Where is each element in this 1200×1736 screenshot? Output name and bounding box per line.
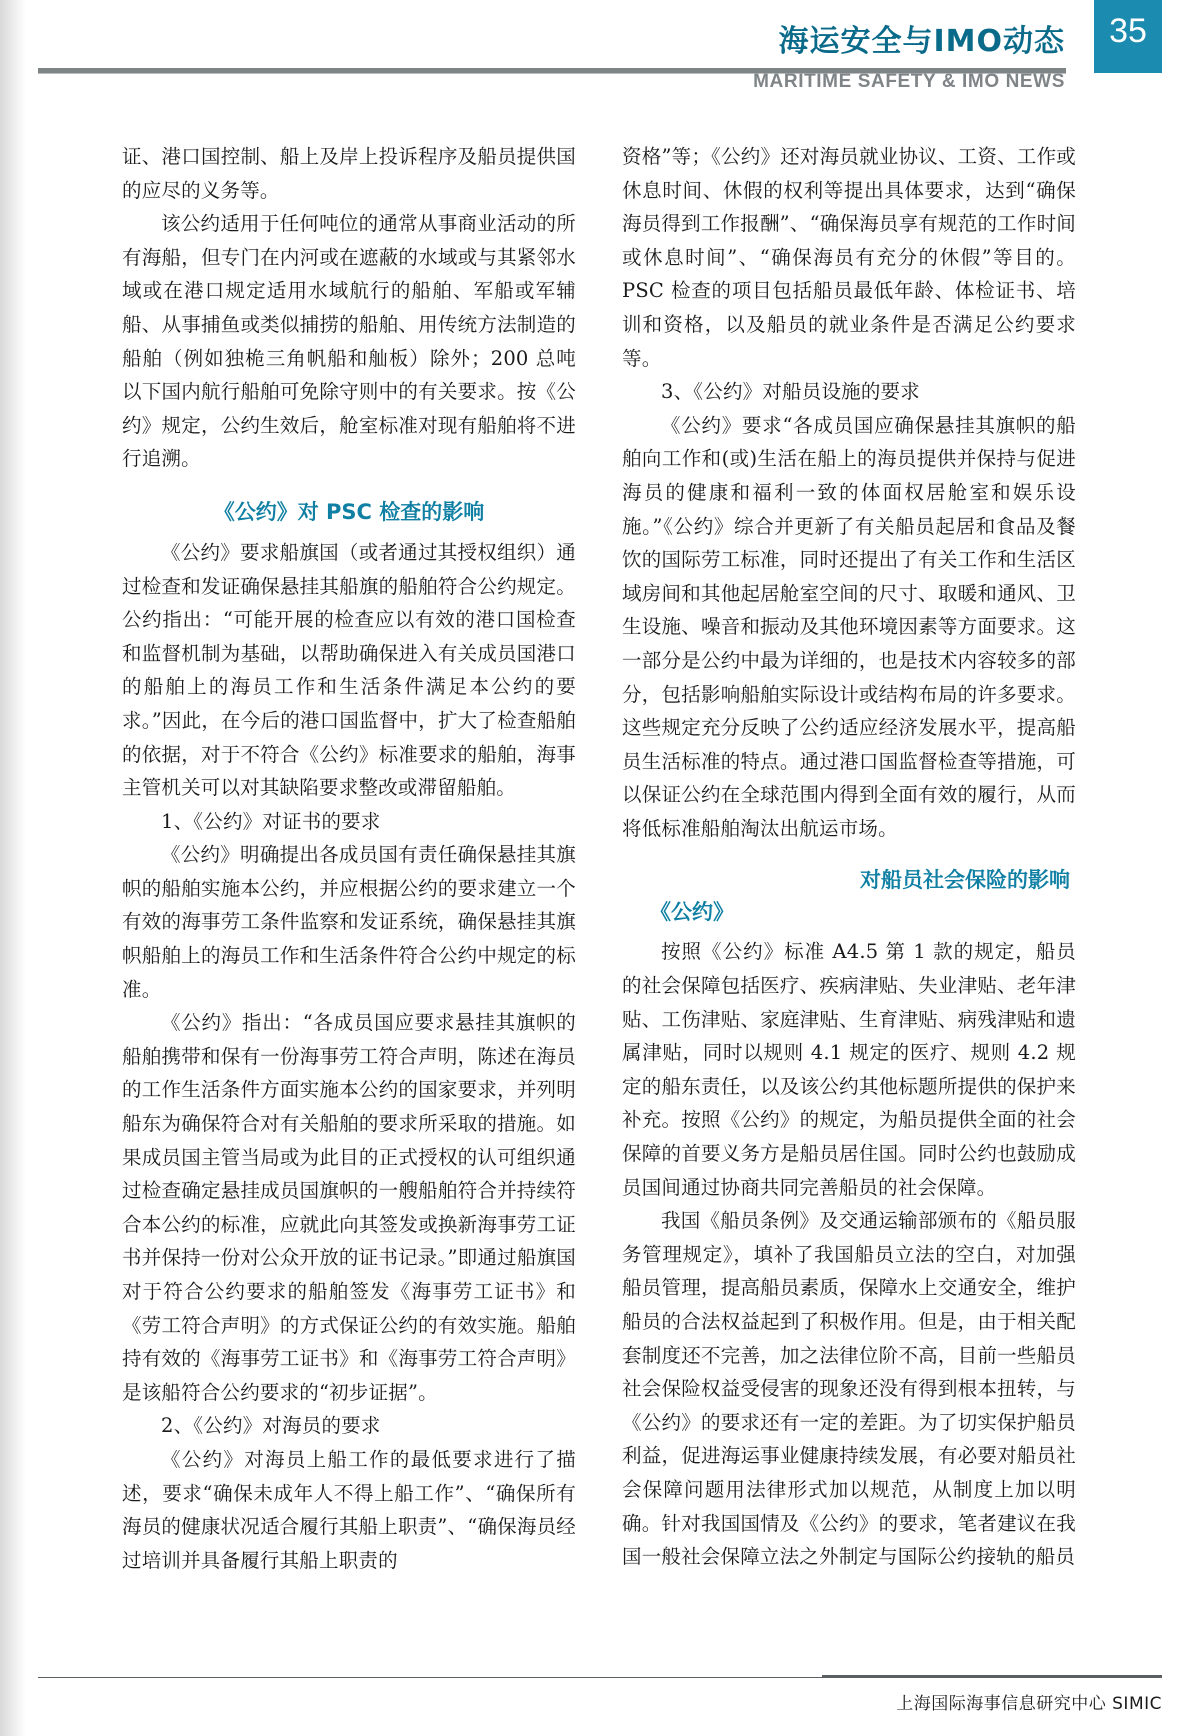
- paragraph: 该公约适用于任何吨位的通常从事商业活动的所有海船，但专门在内河或在遮蔽的水域或与其紧邻水域或在港口规定适用水域航行的船舶、军船或军辅船、从事捕鱼或类似捕捞的船舶、用传统方法制造的船舶（例如独桅三角帆船和舢板）除外；200 总吨以下国内航行船舶可免除守则中的有关要求。按《公约》规定，公约生效后，舱室标准对现有船舶将不进行追溯。: [122, 212, 576, 471]
- paragraph: 《公约》要求船旗国（或者通过其授权组织）通过检查和发证确保悬挂其船旗的船舶符合公约规定。公约指出：“可能开展的检查应以有效的港口国检查和监督机制为基础，以帮助确保进入有关成员国港口的船舶上的海员工作和生活条件满足本公约的要求。”因此，在今后的港口国监督中，扩大了检查船舶的依据，对于不符合《公约》标准要求的船舶，海事主管机关可以对其缺陷要求整改或滞留船舶。: [122, 540, 576, 800]
- page-spine-shadow: [0, 0, 26, 1736]
- footer-divider-accent: [822, 1675, 1162, 1678]
- paragraph: 《公约》对海员上船工作的最低要求进行了描述，要求“确保未成年人不得上船工作”、“确保所有海员的健康状况适合履行其船上职责”、“确保海员经过培训并具备履行其船上职责的: [122, 1447, 576, 1572]
- section-heading-line-2: 《公约》: [650, 900, 734, 925]
- section-heading-social-insurance: [622, 863, 1076, 929]
- page-number: 35: [1109, 12, 1147, 50]
- paragraph: 《公约》明确提出各成员国有责任确保悬挂其旗帜的船舶实施本公约，并应根据公约的要求建立一个有效的海事劳工条件监察和发证系统，确保悬挂其旗帜船舶上的海员工作和生活条件符合公约中规定的标准。: [122, 843, 576, 1001]
- paragraph: 1、《公约》对证书的要求: [161, 809, 381, 833]
- paragraph: 证、港口国控制、船上及岸上投诉程序及船员提供国的应尽的义务等。: [122, 145, 576, 202]
- paragraph: 资格”等；《公约》还对海员就业协议、工资、工作或休息时间、休假的权利等提出具体要求，达到“确保海员得到工作报酬”、“确保海员享有规范的工作时间或休息时间”、“确保海员有充分的休假”等目的。PSC 检查的项目包括船员最低年龄、体检证书、培训和资格，以及船员的就业条件是否满足公约要求等。: [622, 145, 1076, 370]
- paragraph: 按照《公约》标准 A4.5 第 1 款的规定，船员的社会保障包括医疗、疾病津贴、失业津贴、老年津贴、工伤津贴、家庭津贴、生育津贴、病残津贴和遗属津贴，同时以规则 4.1 规定的医疗、规则 4.2 规定的船东责任，以及该公约其他标题所提供的保护来补充。按照《公约》的规定，为船员提供全面的社会保障的首要义务方是船员居住国。同时公约也鼓励成员国间通过协商共同完善船员的社会保障。: [622, 940, 1076, 1199]
- left-column: [122, 140, 576, 1572]
- page-header: [0, 0, 1200, 95]
- section-heading-line-1: 对船员社会保险的影响: [860, 868, 1070, 893]
- paragraph: 《公约》要求“各成员国应确保悬挂其旗帜的船舶向工作和(或)生活在船上的海员提供并保持与促进海员的健康和福利一致的体面权居舱室和娱乐设施。”《公约》综合并更新了有关船员起居和食品及餐饮的国际劳工标准，同时还提出了有关工作和生活区域房间和其他起居舱室空间的尺寸、取暖和通风、卫生设施、噪音和振动及其他环境因素等方面要求。这一部分是公约中最为详细的，也是技术内容较多的部分，包括影响船舶实际设计或结构布局的许多要求。这些规定充分反映了公约适应经济发展水平，提高船员生活标准的特点。通过港口国监督检查等措施，可以保证公约在全球范围内得到全面有效的履行，从而将低标准船舶淘汰出航运市场。: [622, 413, 1076, 840]
- header-title-chinese: 海运安全与IMO动态: [778, 24, 1065, 59]
- paragraph: 《公约》指出：“各成员国应要求悬挂其旗帜的船舶携带和保有一份海事劳工符合声明，陈述在海员的工作生活条件方面实施本公约的国家要求，并列明船东为确保符合对有关船舶的要求所采取的措施。如果成员国主管当局或为此目的正式授权的认可组织通过检查确定悬挂成员国旗帜的一艘船舶符合并持续符合本公约的标准，应就此向其签发或换新海事劳工证书并保持一份对公众开放的证书记录。”即通过船旗国对于符合公约要求的船舶签发《海事劳工证书》和《劳工符合声明》的方式保证公约的有效实施。船舶持有效的《海事劳工证书》和《海事劳工符合声明》是该船符合公约要求的“初步证据”。: [122, 1011, 576, 1404]
- paragraph: 3、《公约》对船员设施的要求: [661, 380, 920, 404]
- page-footer: [0, 1646, 1200, 1736]
- section-heading-psc: 《公约》对 PSC 检查的影响: [213, 499, 485, 524]
- article-body: [122, 140, 1077, 1572]
- paragraph: 2、《公约》对海员的要求: [161, 1414, 381, 1438]
- footer-source-text: 上海国际海事信息研究中心 SIMIC: [896, 1694, 1162, 1714]
- paragraph: 我国《船员条例》及交通运输部颁布的《船员服务管理规定》，填补了我国船员立法的空白，对加强船员管理，提高船员素质，保障水上交通安全，维护船员的合法权益起到了积极作用。但是，由于相关配套制度还不完善，加之法律位阶不高，目前一些船员社会保险权益受侵害的现象还没有得到根本扭转，与《公约》的要求还有一定的差距。为了切实保护船员利益，促进海运事业健康持续发展，有必要对船员社会保障问题用法律形式加以规范，从制度上加以明确。针对我国国情及《公约》的要求，笔者建议在我国一般社会保障立法之外制定与国际公约接轨的船员: [622, 1209, 1076, 1569]
- right-column: [622, 140, 1076, 1569]
- header-title-english: MARITIME SAFETY & IMO NEWS: [753, 71, 1065, 92]
